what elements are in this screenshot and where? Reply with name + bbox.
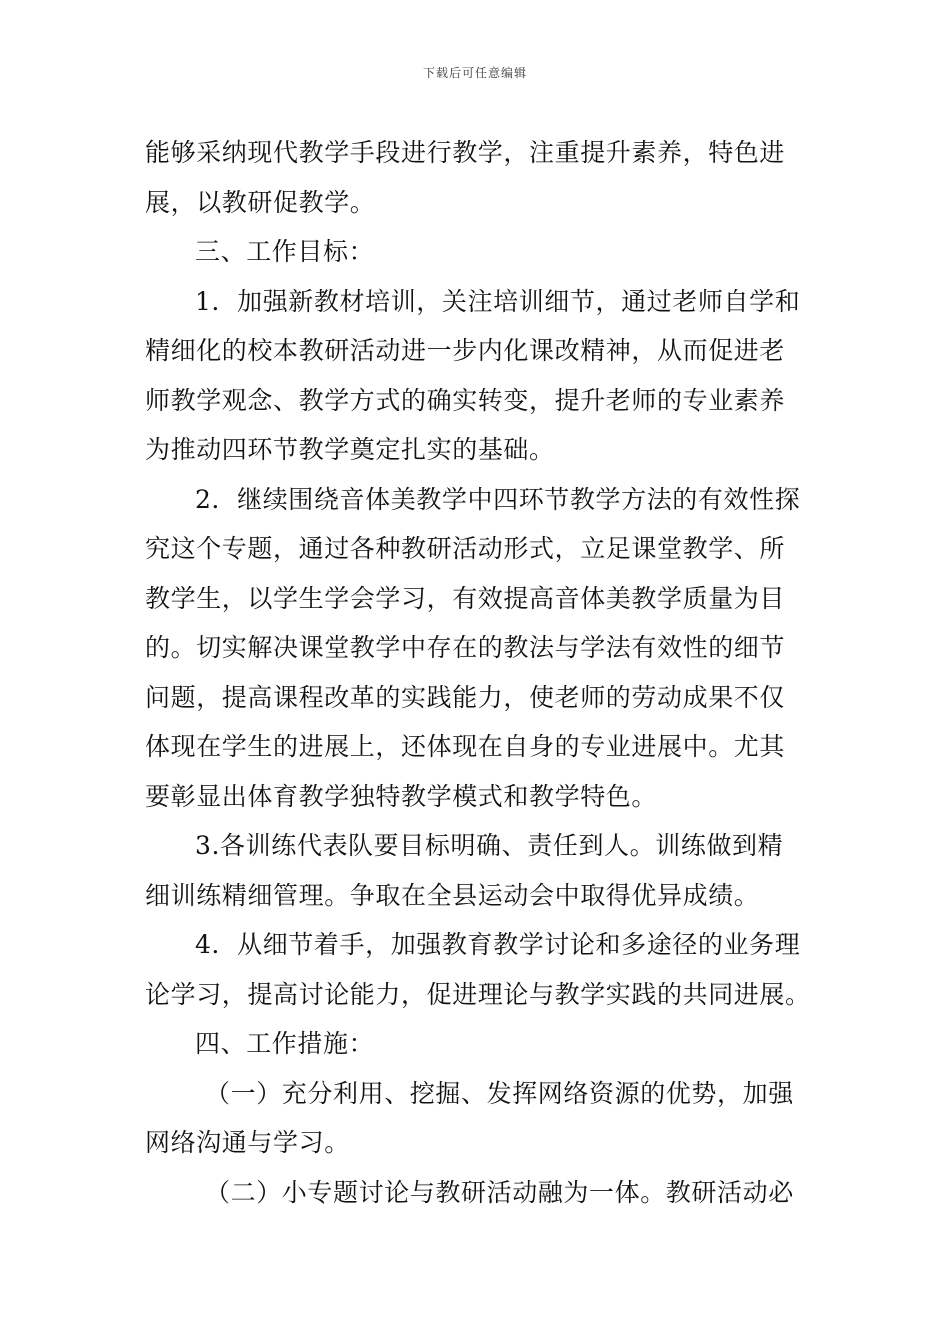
paragraph-line: 要彰显出体育教学独特教学模式和教学特色。 — [145, 781, 658, 811]
section-heading-measures: 四、工作措施： — [195, 1029, 375, 1058]
paragraph-line: （二）小专题讨论与教研活动融为一体。教研活动必 — [205, 1177, 794, 1207]
section-heading-goals: 三、工作目标： — [195, 237, 375, 266]
paragraph-line: 为推动四环节教学奠定扎实的基础。 — [145, 435, 555, 464]
paragraph-line: 展，以教研促教学。 — [145, 187, 376, 217]
paragraph-line: 的。切实解决课堂教学中存在的教法与学法有效性的细节 — [145, 633, 786, 662]
paragraph-line: 究这个专题，通过各种教研活动形式，立足课堂教学、所 — [145, 534, 786, 563]
paragraph-line: 精细化的校本教研活动进一步内化课改精神，从而促进老 — [145, 336, 786, 365]
paragraph-line: 能够采纳现代教学手段进行教学，注重提升素养，特色进 — [145, 138, 786, 167]
paragraph-line: 2．继续围绕音体美教学中四环节教学方法的有效性探 — [195, 484, 801, 514]
paragraph-line: 教学生，以学生学会学习，有效提高音体美教学质量为目 — [145, 583, 786, 613]
paragraph-line: 3.各训练代表队要目标明确、责任到人。训练做到精 — [195, 831, 784, 860]
paragraph-line: 4．从细节着手，加强教育教学讨论和多途径的业务理 — [195, 930, 801, 959]
paragraph-line: 问题，提高课程改革的实践能力，使老师的劳动成果不仅 — [145, 682, 786, 712]
paragraph-line: （一）充分利用、挖掘、发挥网络资源的优势，加强 — [205, 1078, 794, 1108]
page-header-note: 下载后可任意编辑 — [422, 66, 527, 80]
paragraph-line: 细训练精细管理。争取在全县运动会中取得优异成绩。 — [145, 880, 760, 910]
paragraph-line: 论学习，提高讨论能力，促进理论与教学实践的共同进展。 — [145, 979, 811, 1009]
paragraph-line: 1．加强新教材培训，关注培训细节，通过老师自学和 — [195, 286, 801, 316]
paragraph-line: 体现在学生的进展上，还体现在自身的专业进展中。尤其 — [145, 732, 786, 761]
document-body — [145, 128, 810, 1217]
paragraph-line: 师教学观念、教学方式的确实转变，提升老师的专业素养 — [145, 385, 786, 415]
paragraph-line: 网络沟通与学习。 — [145, 1128, 350, 1157]
